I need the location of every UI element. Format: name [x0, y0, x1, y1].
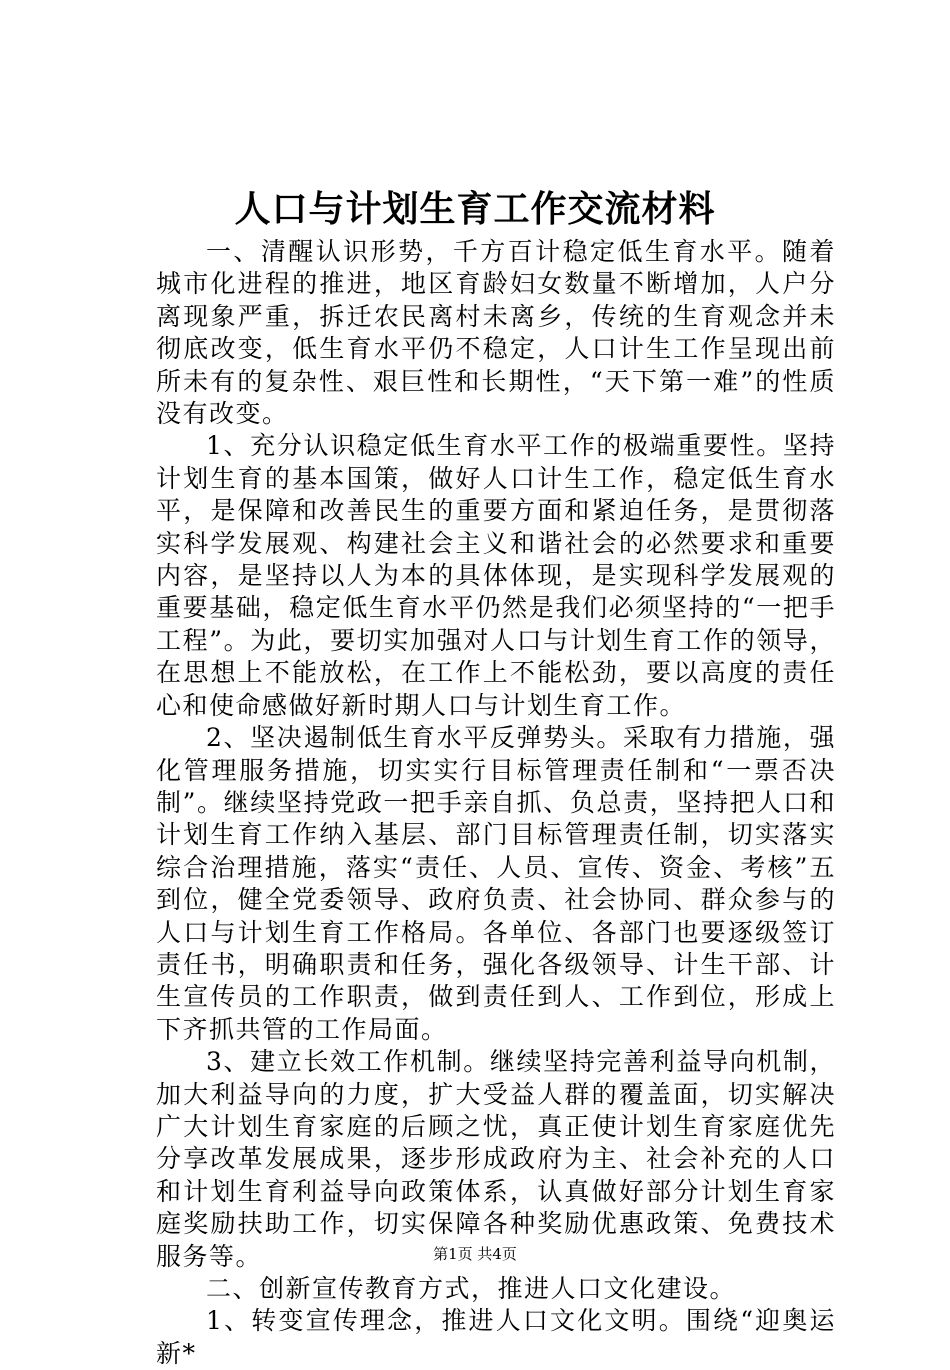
paragraph-section-1: 一、清醒认识形势，千方百计稳定低生育水平。随着城市化进程的推进，地区育龄妇女数量不断增加，人户分离现象严重，拆迁农民离村未离乡，传统的生育观念并未彻底改变，低生育水平仍不稳定，人口计生工作呈现出前所未有的复杂性、艰巨性和长期性，“天下第一难”的性质没有改变。: [156, 237, 836, 429]
document-body: [156, 236, 836, 1370]
paragraph-section-2: 二、创新宣传教育方式，推进人口文化建设。: [206, 1274, 737, 1303]
paragraph-item-1-2: 2、坚决遏制低生育水平反弹势头。采取有力措施，强化管理服务措施，切实实行目标管理责任制和“一票否决制”。继续坚持党政一把手亲自抓、负总责，坚持把人口和计划生育工作纳入基层、部门目标管理责任制，切实落实综合治理措施，落实“责任、人员、宣传、资金、考核”五到位，健全党委领导、政府负责、社会协同、群众参与的人口与计划生育工作格局。各单位、各部门也要逐级签订责任书，明确职责和任务，强化各级领导、计生干部、计生宣传员的工作职责，做到责任到人、工作到位，形成上下齐抓共管的工作局面。: [156, 723, 836, 1044]
paragraph-item-2-1: 1、转变宣传理念，推进人口文化文明。围绕“迎奥运新*: [156, 1306, 836, 1368]
paragraph-item-1-1: 1、充分认识稳定低生育水平工作的极端重要性。坚持计划生育的基本国策，做好人口计生工作，稳定低生育水平，是保障和改善民生的重要方面和紧迫任务，是贯彻落实科学发展观、构建社会主义和谐社会的必然要求和重要内容，是坚持以人为本的具体体现，是实现科学发展观的重要基础，稳定低生育水平仍然是我们必须坚持的“一把手工程”。为此，要切实加强对人口与计划生育工作的领导，在思想上不能放松，在工作上不能松劲，要以高度的责任心和使命感做好新时期人口与计划生育工作。: [156, 431, 836, 720]
paragraph-item-1-3: 3、建立长效工作机制。继续坚持完善利益导向机制，加大利益导向的力度，扩大受益人群的覆盖面，切实解决广大计划生育家庭的后顾之忧，真正使计划生育家庭优先分享改革发展成果，逐步形成政府为主、社会补充的人口和计划生育利益导向政策体系，认真做好部分计划生育家庭奖励扶助工作，切实保障各种奖励优惠政策、免费技术服务等。: [156, 1047, 836, 1271]
page-footer: 第1页 共4页: [433, 1245, 517, 1263]
document-title: 人口与计划生育工作交流材料: [234, 188, 716, 230]
